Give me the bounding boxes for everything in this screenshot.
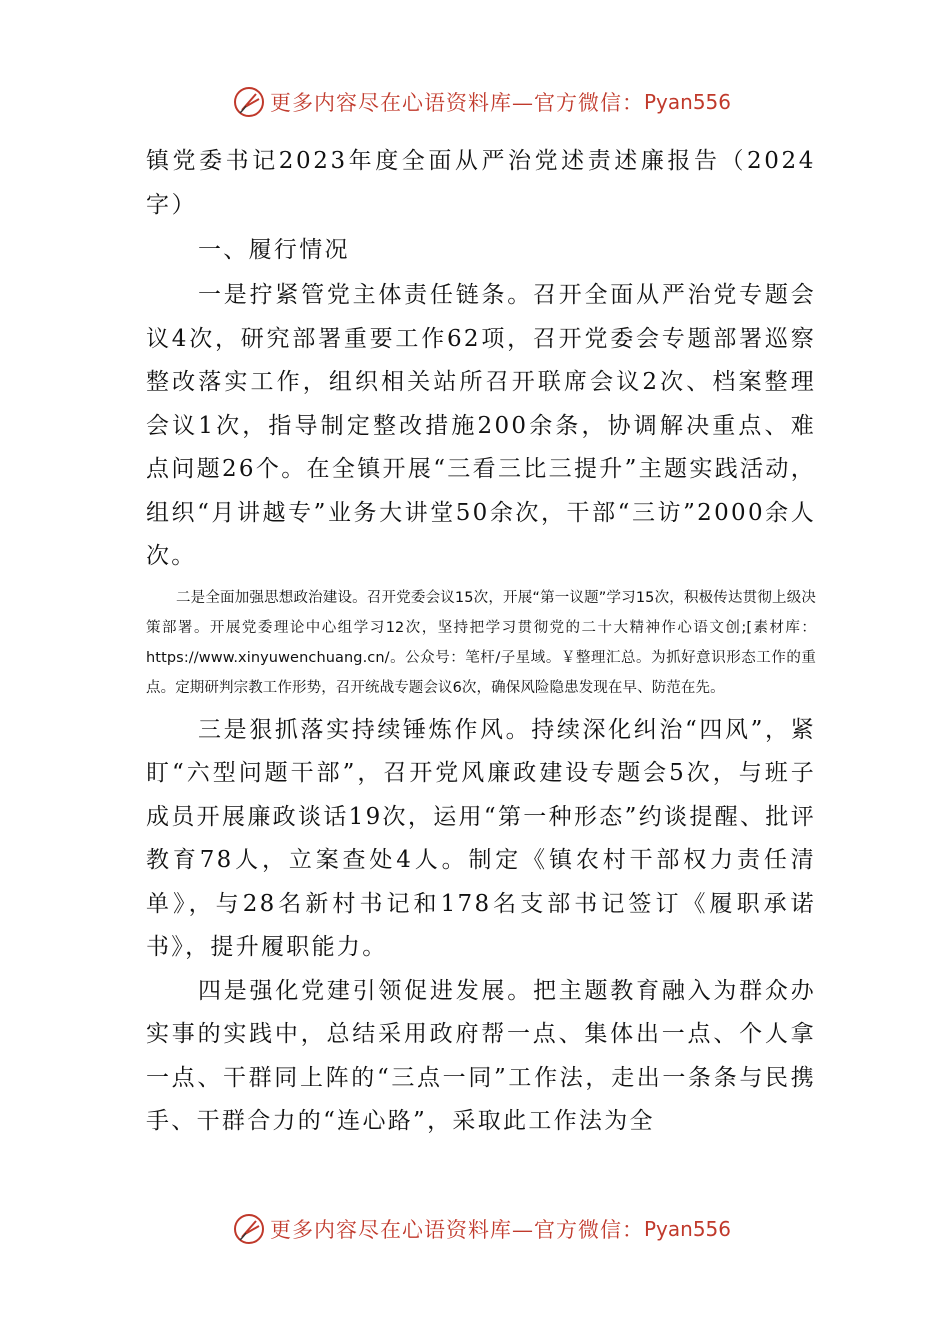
watermark-text: 更多内容尽在心语资料库—官方微信： bbox=[270, 91, 644, 115]
section-heading: 一、履行情况 bbox=[198, 237, 350, 263]
quill-logo-icon bbox=[232, 85, 266, 119]
paragraph-3: 三是狠抓落实持续锤炼作风。持续深化纠治“四风”，紧盯“六型问题干部”，召开党风廉政建设专题会5次，与班子成员开展廉政谈话19次，运用“第一种形态”约谈提醒、批评教育78人，立案查处4人。制定《镇农村干部权力责任清单》，与28名新村书记和178名支部书记签订《履职承诺书》，提升履职能力。 bbox=[146, 716, 816, 960]
document-body bbox=[146, 140, 816, 1144]
watermark-banner-top bbox=[232, 82, 731, 122]
paragraph-1: 一是拧紧管党主体责任链条。召开全面从严治党专题会议4次，研究部署重要工作62项，召开党委会专题部署巡察整改落实工作，组织相关站所召开联席会议2次、档案整理会议1次，指导制定整改措施200余条，协调解决重点、难点问题26个。在全镇开展“三看三比三提升”主题实践活动，组织“月讲越专”业务大讲堂50余次，干部“三访”2000余人次。 bbox=[146, 282, 816, 569]
wechat-id: Pyan556 bbox=[644, 90, 732, 114]
paragraph-2: 二是全面加强思想政治建设。召开党委会议15次，开展“第一议题”学习15次，积极传达贯彻上级决策部署。开展党委理论中心组学习12次，坚持把学习贯彻党的二十大精神作心语文创;[素材库：https://www.xinyuwenchuang.cn/。公众号：笔杆/子星域。￥整理汇总。为抓好意识形态工作的重点。定期研判宗教工作形势，召开统战专题会议6次，确保风险隐患发现在早、防范在先。 bbox=[146, 589, 816, 696]
watermark-banner-bottom bbox=[232, 1209, 731, 1249]
wechat-id: Pyan556 bbox=[644, 1217, 732, 1241]
watermark-text: 更多内容尽在心语资料库—官方微信： bbox=[270, 1218, 644, 1242]
quill-logo-icon bbox=[232, 1212, 266, 1246]
paragraph-4: 四是强化党建引领促进发展。把主题教育融入为群众办实事的实践中，总结采用政府帮一点、集体出一点、个人拿一点、干群同上阵的“三点一同”工作法，走出一条条与民携手、干群合力的“连心路”，采取此工作法为全 bbox=[146, 977, 816, 1134]
document-title: 镇党委书记2023年度全面从严治党述责述廉报告（2024字） bbox=[146, 148, 816, 218]
